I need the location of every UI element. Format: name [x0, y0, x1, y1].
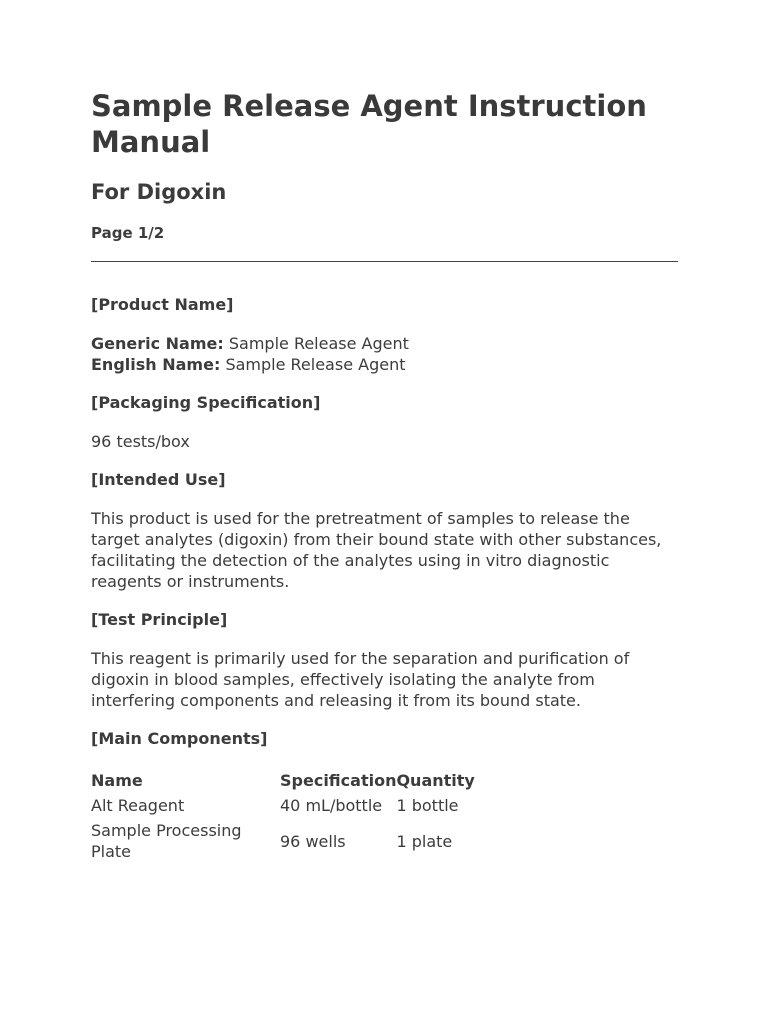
table-row: [91, 818, 475, 864]
table-cell-name: Alt Reagent: [91, 796, 185, 815]
english-name-label: English Name:: [91, 355, 221, 374]
table-row: [91, 793, 475, 818]
table-header-row: [91, 768, 475, 793]
column-header-specification: Specification: [280, 771, 397, 790]
table-cell-specification: 40 mL/bottle: [280, 796, 383, 815]
generic-name-line: [91, 333, 678, 354]
main-components-heading: [Main Components]: [91, 729, 268, 748]
packaging-heading: [Packaging Specification]: [91, 393, 321, 412]
table-cell-name: Sample Processing Plate: [91, 821, 242, 861]
english-name-line: [91, 354, 678, 375]
english-name-value: Sample Release Agent: [225, 355, 406, 374]
page-number: Page 1/2: [91, 224, 165, 242]
document-subtitle: For Digoxin: [91, 180, 227, 204]
product-name-heading: [Product Name]: [91, 295, 234, 314]
table-cell-specification: 96 wells: [280, 831, 346, 851]
document-title: Sample Release Agent Instruction Manual: [91, 89, 647, 159]
packaging-text: 96 tests/box: [91, 432, 190, 451]
generic-name-label: Generic Name:: [91, 334, 224, 353]
test-principle-heading: [Test Principle]: [91, 610, 228, 629]
components-table: [91, 768, 475, 864]
table-cell-quantity: 1 bottle: [396, 796, 459, 815]
column-header-name: Name: [91, 771, 143, 790]
test-principle-text: This reagent is primarily used for the separation and purification of digoxin in blood samples, effectively isolating the analyte from interfering components and releasing it from its bound state.: [91, 649, 630, 710]
header-divider: [91, 261, 678, 262]
table-cell-quantity: 1 plate: [396, 831, 453, 851]
intended-use-heading: [Intended Use]: [91, 470, 226, 489]
intended-use-text: This product is used for the pretreatment of samples to release the target analytes (digoxin) from their bound state with other substances, facilitating the detection of the analytes using in vitro diagnostic reagents or instruments.: [91, 509, 662, 591]
column-header-quantity: Quantity: [396, 771, 475, 790]
document-page: [91, 88, 678, 864]
generic-name-value: Sample Release Agent: [228, 334, 409, 353]
